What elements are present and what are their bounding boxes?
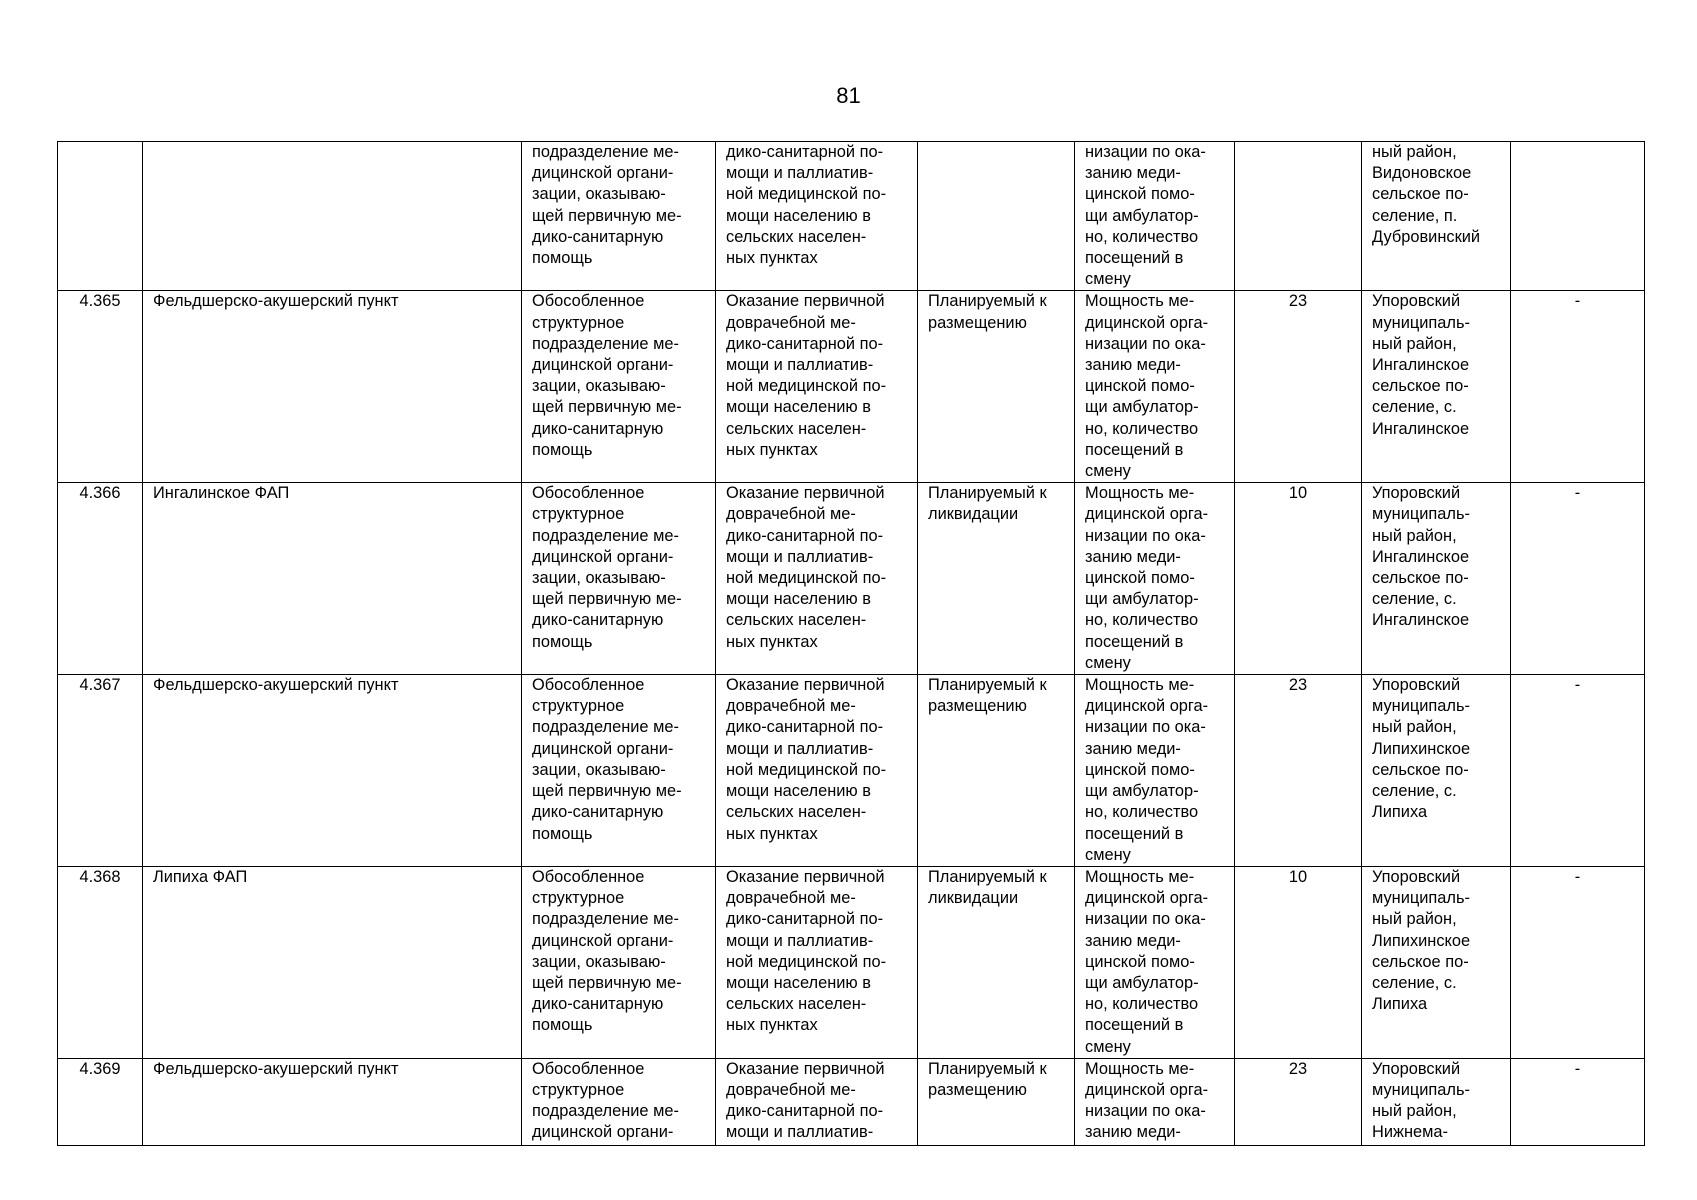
facility-status [918, 142, 1075, 291]
facility-note: - [1511, 483, 1645, 675]
facility-capacity: 23 [1235, 675, 1362, 867]
facility-type: Обособленное структурное подразделение ме- дицинской органи- зации, оказываю- щей первичную ме- дико-санитарную помощь [522, 291, 716, 483]
facility-name: Фельдшерско-акушерский пункт [143, 1058, 522, 1145]
facility-note: - [1511, 291, 1645, 483]
facility-characteristic: низации по ока- занию меди- цинской помо- щи амбулатор- но, количество посещений в смену [1075, 142, 1235, 291]
facility-purpose: Оказание первичной доврачебной ме- дико-санитарной по- мощи и паллиатив- ной медицинской по- мощи населению в сельских населен- ных пунктах [716, 866, 918, 1058]
facility-purpose: дико-санитарной по- мощи и паллиатив- ной медицинской по- мощи населению в сельских населен- ных пунктах [716, 142, 918, 291]
table-row [58, 142, 1645, 291]
table-row [58, 675, 1645, 867]
facility-capacity [1235, 142, 1362, 291]
facility-location: Упоровский муниципаль- ный район, Липихинское сельское по- селение, с. Липиха [1362, 866, 1511, 1058]
facility-note [1511, 142, 1645, 291]
table-row [58, 1058, 1645, 1145]
facility-location: Упоровский муниципаль- ный район, Липихинское сельское по- селение, с. Липиха [1362, 675, 1511, 867]
facility-name: Ингалинское ФАП [143, 483, 522, 675]
facility-type: Обособленное структурное подразделение ме- дицинской органи- зации, оказываю- щей первичную ме- дико-санитарную помощь [522, 483, 716, 675]
facility-characteristic: Мощность ме- дицинской орга- низации по ока- занию меди- цинской помо- щи амбулатор- но, количество посещений в смену [1075, 675, 1235, 867]
facility-characteristic: Мощность ме- дицинской орга- низации по ока- занию меди- цинской помо- щи амбулатор- но, количество посещений в смену [1075, 483, 1235, 675]
facility-location: Упоровский муниципаль- ный район, Ингалинское сельское по- селение, с. Ингалинское [1362, 483, 1511, 675]
facility-type: Обособленное структурное подразделение ме- дицинской органи- зации, оказываю- щей первичную ме- дико-санитарную помощь [522, 866, 716, 1058]
row-number: 4.369 [58, 1058, 143, 1145]
facility-type: Обособленное структурное подразделение ме- дицинской органи- [522, 1058, 716, 1145]
facility-location: ный район, Видоновское сельское по- селение, п. Дубровинский [1362, 142, 1511, 291]
facility-status: Планируемый к размещению [918, 675, 1075, 867]
facility-name: Фельдшерско-акушерский пункт [143, 291, 522, 483]
table-row [58, 483, 1645, 675]
facility-name: Липиха ФАП [143, 866, 522, 1058]
facility-name [143, 142, 522, 291]
facility-purpose: Оказание первичной доврачебной ме- дико-санитарной по- мощи и паллиатив- [716, 1058, 918, 1145]
row-number: 4.366 [58, 483, 143, 675]
facility-status: Планируемый к размещению [918, 1058, 1075, 1145]
row-number: 4.368 [58, 866, 143, 1058]
facility-characteristic: Мощность ме- дицинской орга- низации по ока- занию меди- [1075, 1058, 1235, 1145]
facility-purpose: Оказание первичной доврачебной ме- дико-санитарной по- мощи и паллиатив- ной медицинской по- мощи населению в сельских населен- ных пунктах [716, 483, 918, 675]
facility-characteristic: Мощность ме- дицинской орга- низации по ока- занию меди- цинской помо- щи амбулатор- но, количество посещений в смену [1075, 866, 1235, 1058]
facilities-table [57, 141, 1645, 1146]
table-row [58, 866, 1645, 1058]
facility-status: Планируемый к размещению [918, 291, 1075, 483]
facility-type: Обособленное структурное подразделение ме- дицинской органи- зации, оказываю- щей первичную ме- дико-санитарную помощь [522, 675, 716, 867]
facility-purpose: Оказание первичной доврачебной ме- дико-санитарной по- мощи и паллиатив- ной медицинской по- мощи населению в сельских населен- ных пунктах [716, 291, 918, 483]
facility-note: - [1511, 866, 1645, 1058]
facility-capacity: 10 [1235, 483, 1362, 675]
table-row [58, 291, 1645, 483]
facility-purpose: Оказание первичной доврачебной ме- дико-санитарной по- мощи и паллиатив- ной медицинской по- мощи населению в сельских населен- ных пунктах [716, 675, 918, 867]
facility-location: Упоровский муниципаль- ный район, Ингалинское сельское по- селение, с. Ингалинское [1362, 291, 1511, 483]
facility-capacity: 23 [1235, 291, 1362, 483]
row-number [58, 142, 143, 291]
facility-name: Фельдшерско-акушерский пункт [143, 675, 522, 867]
facility-capacity: 10 [1235, 866, 1362, 1058]
facility-capacity: 23 [1235, 1058, 1362, 1145]
facility-status: Планируемый к ликвидации [918, 483, 1075, 675]
row-number: 4.367 [58, 675, 143, 867]
row-number: 4.365 [58, 291, 143, 483]
facility-note: - [1511, 1058, 1645, 1145]
facility-characteristic: Мощность ме- дицинской орга- низации по ока- занию меди- цинской помо- щи амбулатор- но, количество посещений в смену [1075, 291, 1235, 483]
facility-status: Планируемый к ликвидации [918, 866, 1075, 1058]
facility-location: Упоровский муниципаль- ный район, Нижнема- [1362, 1058, 1511, 1145]
page-number: 81 [836, 83, 861, 108]
facility-type: подразделение ме- дицинской органи- зации, оказываю- щей первичную ме- дико-санитарную помощь [522, 142, 716, 291]
facility-note: - [1511, 675, 1645, 867]
